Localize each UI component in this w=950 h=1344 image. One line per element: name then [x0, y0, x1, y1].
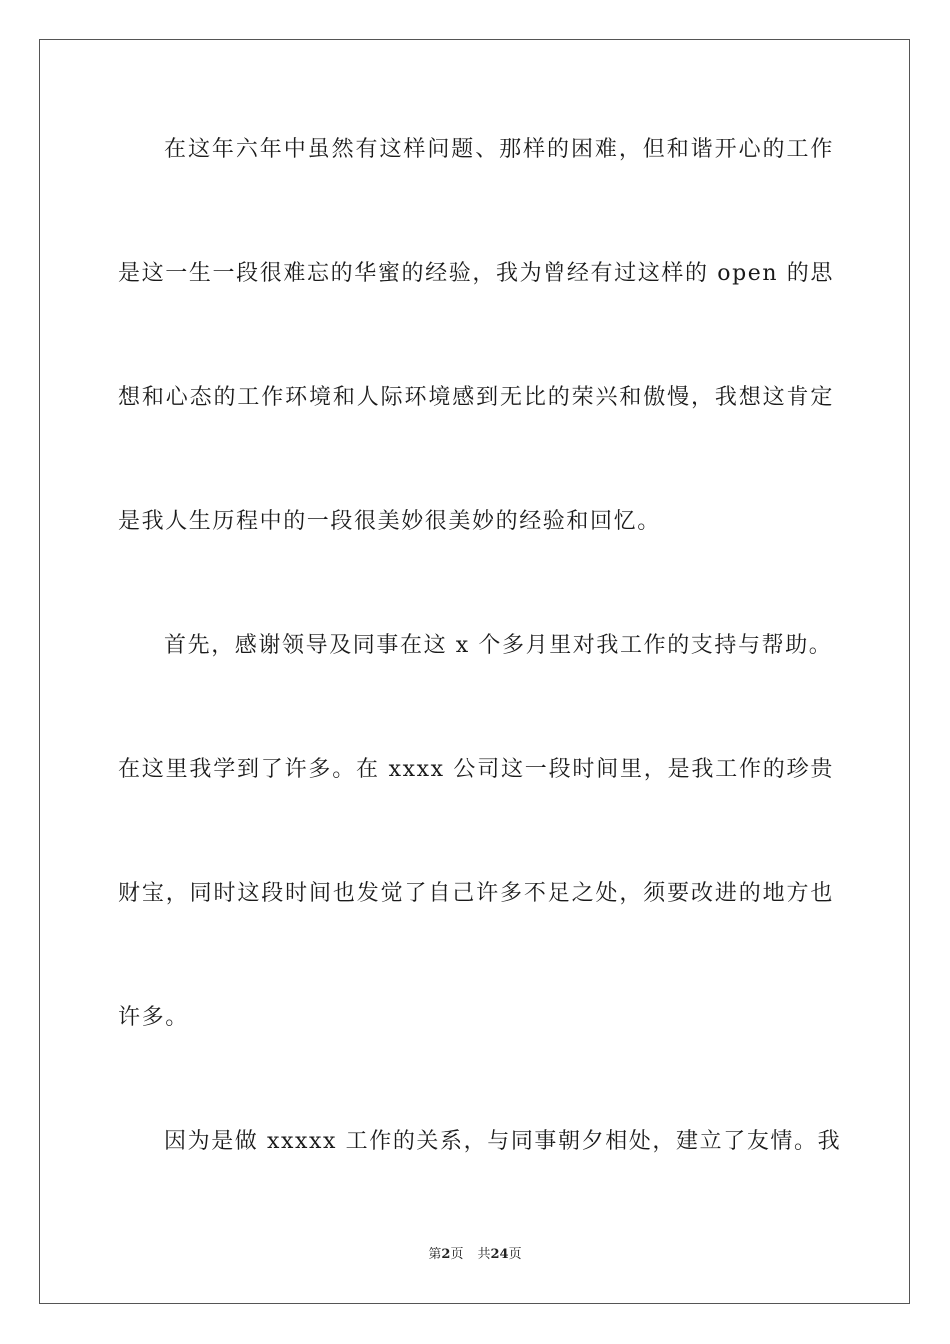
- page-number: 2: [441, 1247, 451, 1262]
- paragraph-line: 在这年六年中虽然有这样问题、那样的困难，但和谐开心的工作: [164, 137, 834, 162]
- total-prefix: 共: [477, 1247, 491, 1262]
- page-footer: [0, 1246, 950, 1264]
- page-suffix: 页: [450, 1247, 464, 1262]
- paragraph-line: 想和心态的工作环境和人际环境感到无比的荣兴和傲慢，我想这肯定: [118, 385, 834, 410]
- total-pages: 24: [490, 1247, 509, 1262]
- total-suffix: 页: [508, 1247, 522, 1262]
- paragraph-line: 是我人生历程中的一段很美妙很美妙的经验和回忆。: [118, 509, 661, 534]
- paragraph-line: 因为是做 xxxxx 工作的关系，与同事朝夕相处，建立了友情。我: [164, 1129, 842, 1154]
- paragraph-line: 在这里我学到了许多。在 xxxx 公司这一段时间里，是我工作的珍贵: [118, 757, 834, 782]
- page-prefix: 第: [428, 1247, 442, 1262]
- paragraph-line: 是这一生一段很难忘的华蜜的经验，我为曾经有过这样的 open 的思: [118, 261, 834, 286]
- paragraph-line: 许多。: [118, 1005, 189, 1030]
- page-border: [39, 39, 910, 1304]
- paragraph-line: 财宝，同时这段时间也发觉了自己许多不足之处，须要改进的地方也: [118, 881, 834, 906]
- paragraph-line: 首先，感谢领导及同事在这 x 个多月里对我工作的支持与帮助。: [164, 633, 833, 658]
